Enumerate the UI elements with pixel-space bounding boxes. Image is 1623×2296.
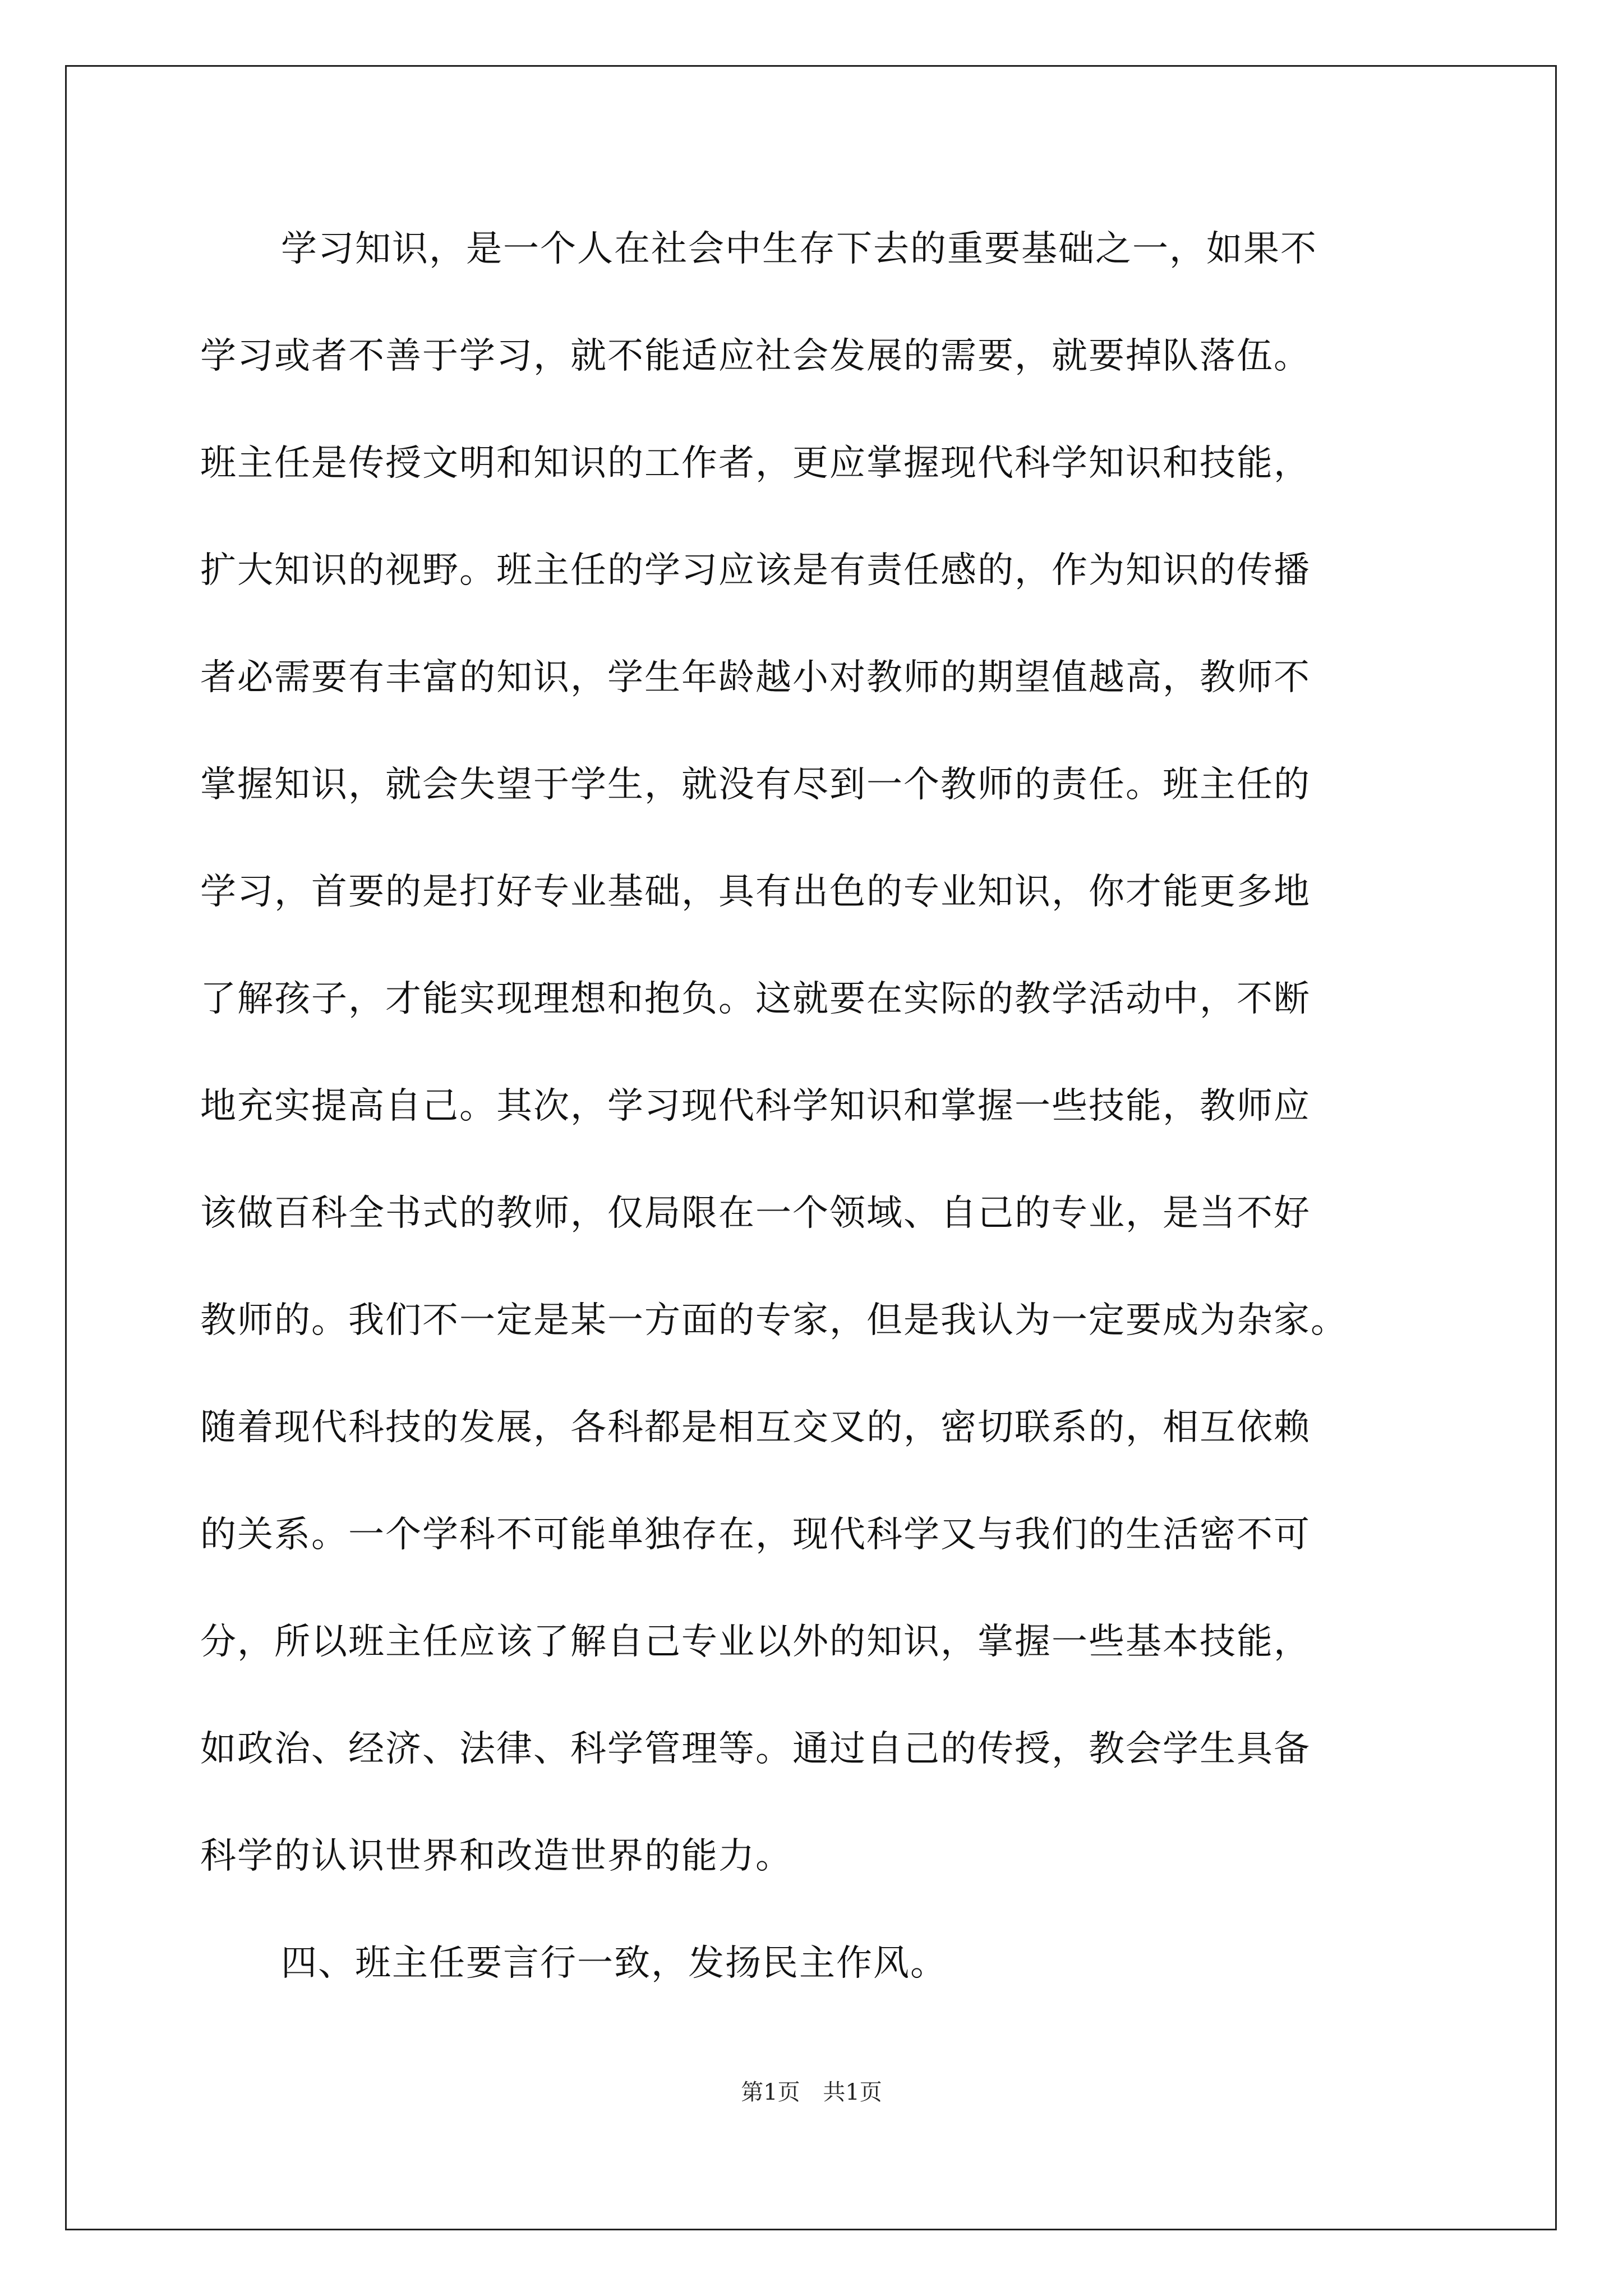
paragraph-line: 学习或者不善于学习，就不能适应社会发展的需要，就要掉队落伍。 [200, 335, 1311, 377]
paragraph-line: 掌握知识，就会失望于学生，就没有尽到一个教师的责任。班主任的 [200, 764, 1311, 806]
paragraph-line: 的关系。一个学科不可能单独存在，现代科学又与我们的生活密不可 [200, 1514, 1311, 1556]
paragraph-line: 地充实提高自己。其次，学习现代科学知识和掌握一些技能，教师应 [200, 1085, 1311, 1127]
paragraph-line: 学习，首要的是打好专业基础，具有出色的专业知识，你才能更多地 [200, 871, 1311, 913]
paragraph-line: 扩大知识的视野。班主任的学习应该是有责任感的，作为知识的传播 [200, 550, 1311, 591]
paragraph-line: 科学的认识世界和改造世界的能力。 [200, 1835, 792, 1877]
paragraph-line: 者必需要有丰富的知识，学生年龄越小对教师的期望值越高，教师不 [200, 657, 1311, 698]
section-heading: 四、班主任要言行一致，发扬民主作风。 [281, 1943, 947, 1984]
paragraph-line: 班主任是传授文明和知识的工作者，更应掌握现代科学知识和技能， [200, 443, 1311, 484]
paragraph-line: 学习知识，是一个人在社会中生存下去的重要基础之一，如果不 [281, 228, 1317, 270]
paragraph-line: 教师的。我们不一定是某一方面的专家，但是我认为一定要成为杂家。 [200, 1300, 1348, 1341]
paragraph-line: 随着现代科技的发展，各科都是相互交叉的，密切联系的，相互依赖 [200, 1407, 1311, 1448]
page-border [65, 65, 1557, 2230]
page-number-current: 第1页 [741, 2079, 800, 2105]
paragraph-line: 分，所以班主任应该了解自己专业以外的知识，掌握一些基本技能， [200, 1621, 1311, 1663]
paragraph-line: 该做百科全书式的教师，仅局限在一个领域、自己的专业，是当不好 [200, 1193, 1311, 1234]
page-footer [0, 2078, 1623, 2106]
paragraph-line: 了解孩子，才能实现理想和抱负。这就要在实际的教学活动中，不断 [200, 978, 1311, 1020]
page-number-total: 共1页 [823, 2079, 882, 2105]
paragraph-line: 如政治、经济、法律、科学管理等。通过自己的传授，教会学生具备 [200, 1728, 1311, 1770]
